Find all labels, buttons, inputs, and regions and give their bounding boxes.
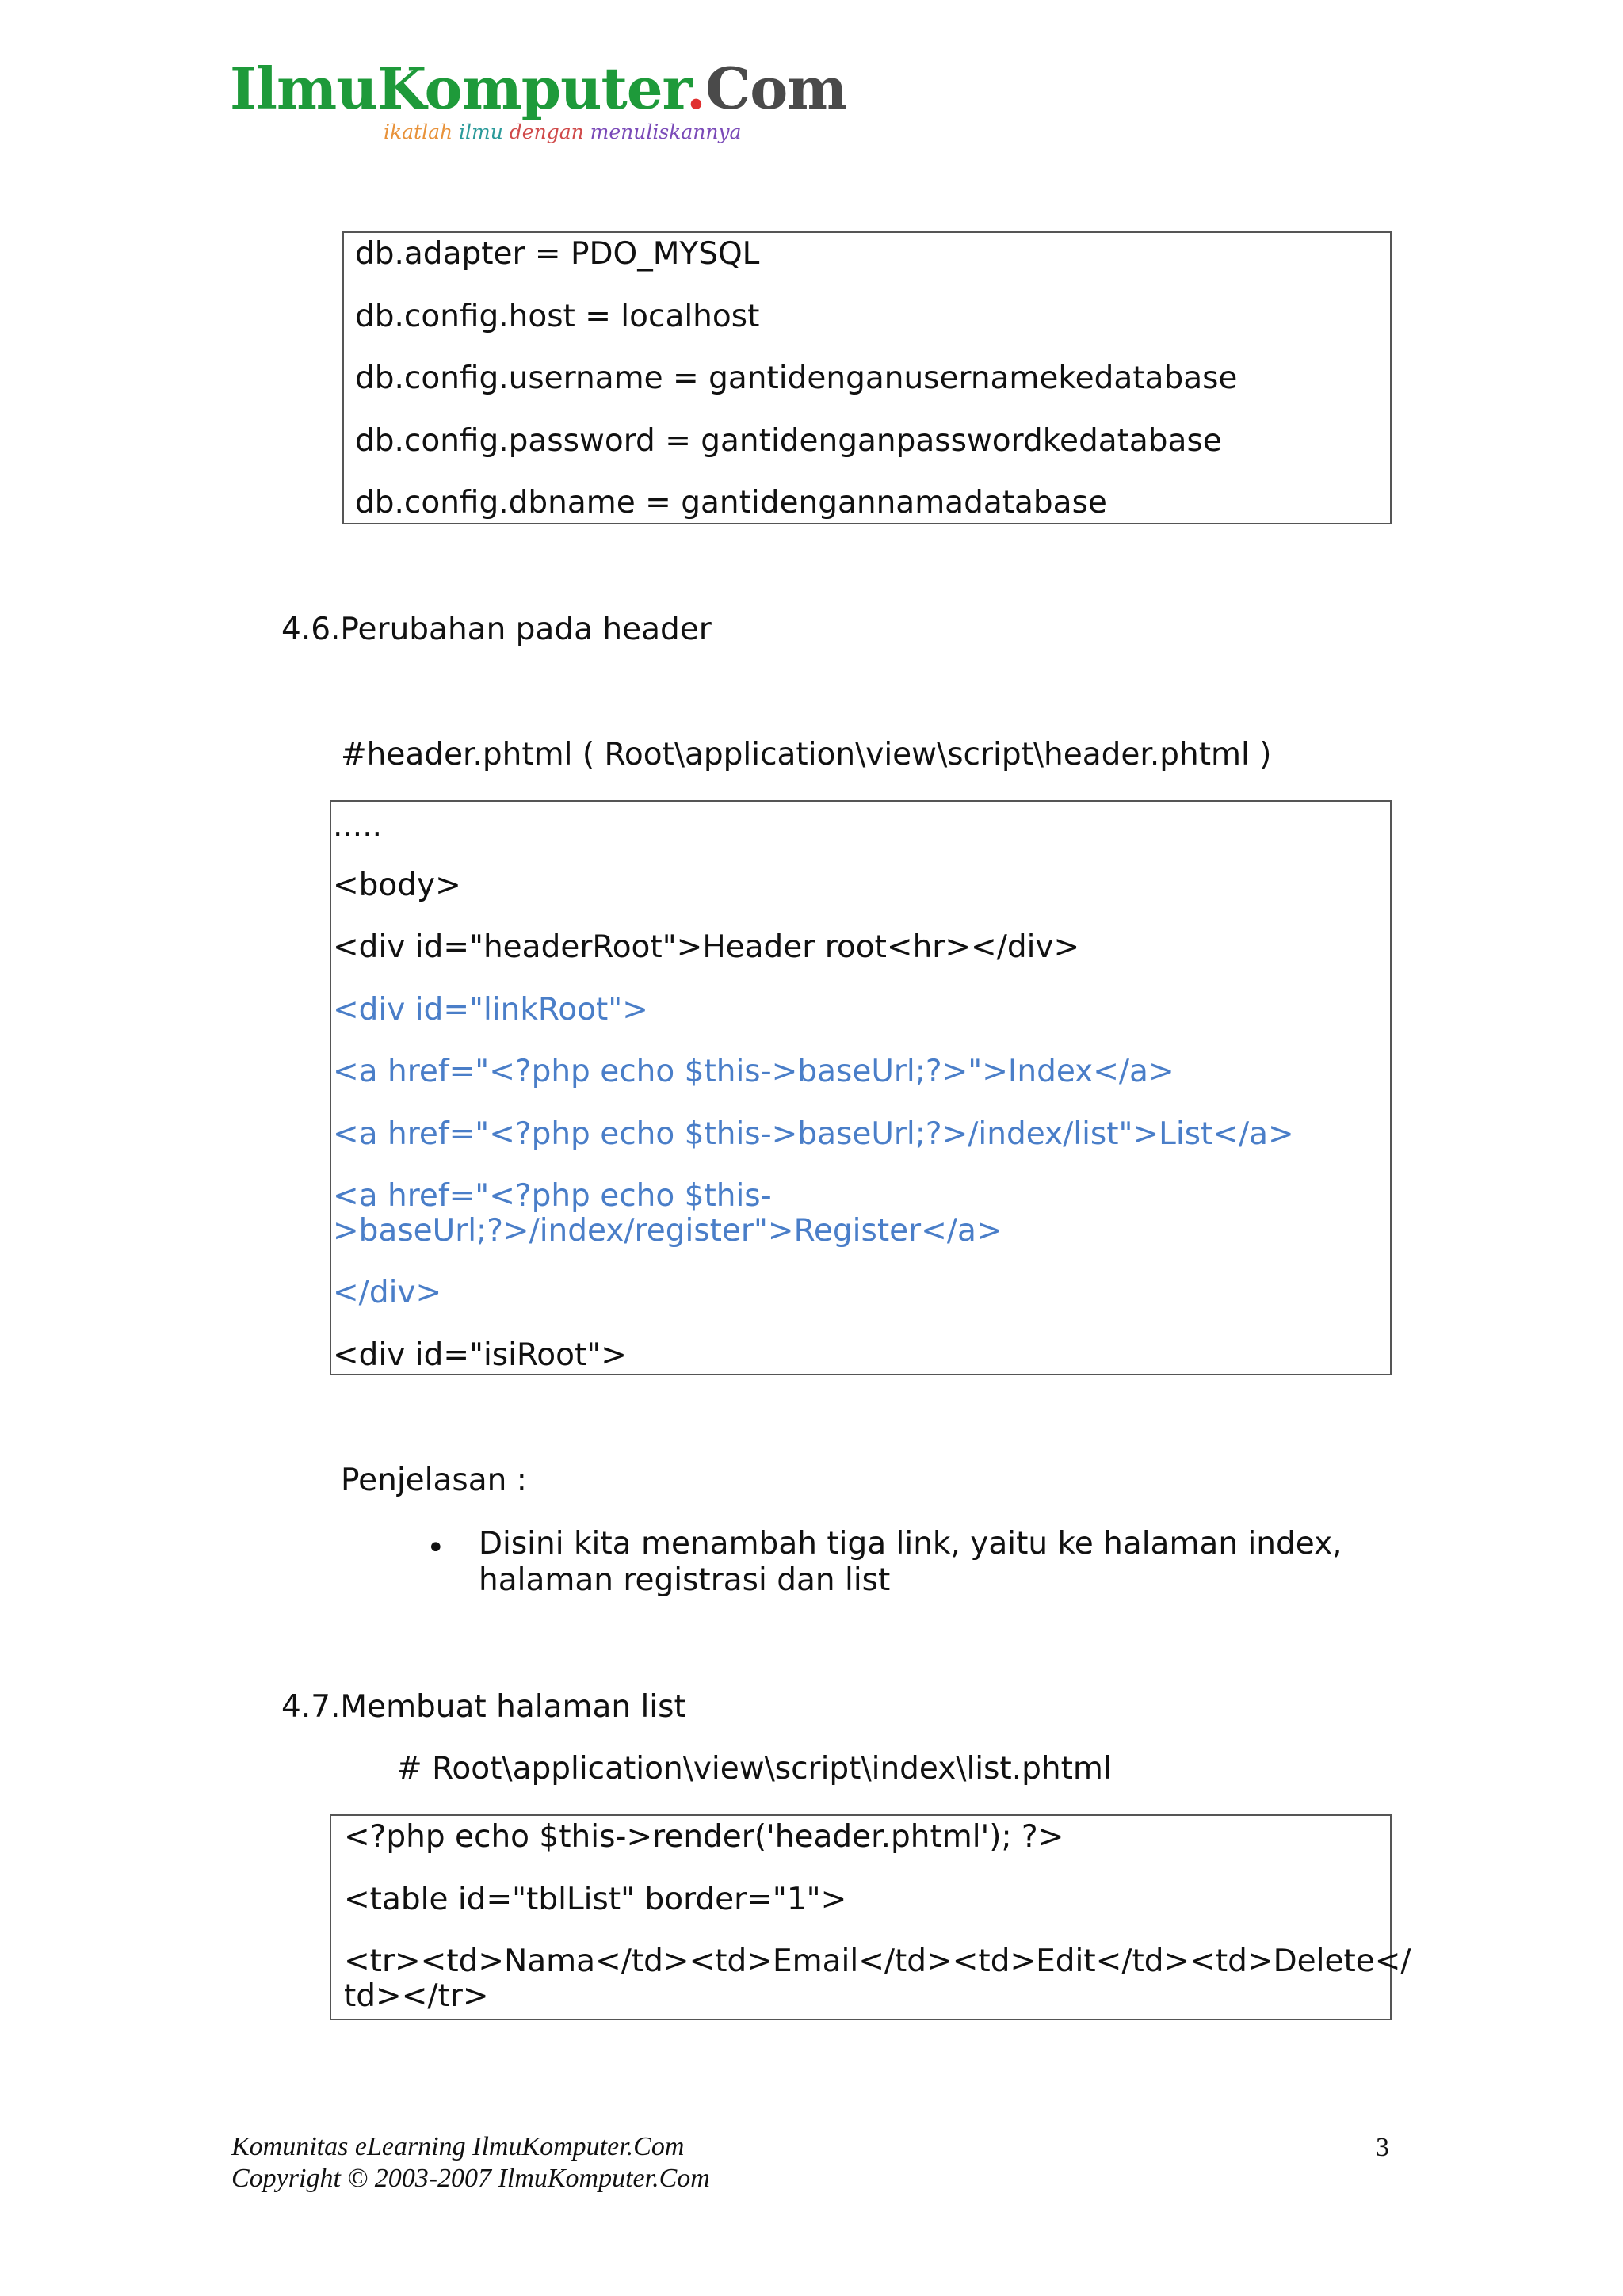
code-line-highlighted: </div>	[333, 1275, 442, 1310]
list-code-box	[330, 1814, 1411, 2020]
explanation-label: Penjelasan :	[341, 1463, 527, 1498]
logo-text-com: Com	[705, 55, 847, 122]
code-line: <?php echo $this->render('header.phtml'); ?>	[344, 1819, 1064, 1855]
code-line-highlighted: <div id="linkRoot">	[333, 992, 648, 1028]
file-path-label: # Root\application\view\script\index\list.phtml	[396, 1751, 1112, 1787]
bullet-text: Disini kita menambah tiga link, yaitu ke halaman index,	[479, 1526, 1342, 1562]
logo-tagline: ikatlah ilmu dengan menuliskannya	[384, 120, 742, 143]
bullet-text: halaman registrasi dan list	[479, 1562, 891, 1598]
code-line: <table id="tblList" border="1">	[344, 1882, 847, 1917]
logo-text-main: IlmuKomputer	[230, 55, 686, 122]
config-code-box	[342, 231, 1392, 524]
header-code-box	[330, 800, 1392, 1375]
code-line: db.config.username = gantidenganusernamekedatabase	[355, 360, 1238, 396]
section-heading: 4.7.Membuat halaman list	[281, 1689, 686, 1725]
site-logo	[230, 55, 847, 122]
code-line: <div id="headerRoot">Header root<hr></div>	[333, 929, 1080, 965]
file-path-label: #header.phtml ( Root\application\view\script\header.phtml )	[341, 737, 1272, 772]
code-line: db.config.dbname = gantidengannamadatabase	[355, 485, 1107, 521]
bullet-icon: •	[426, 1530, 445, 1566]
footer-copyright: Copyright © 2003-2007 IlmuKomputer.Com	[231, 2164, 710, 2193]
code-line: <div id="isiRoot">	[333, 1337, 627, 1373]
code-line: db.adapter = PDO_MYSQL	[355, 236, 760, 272]
code-line: td></tr>	[344, 1978, 489, 2014]
code-line: <tr><td>Nama</td><td>Email</td><td>Edit</td><td>Delete</	[344, 1943, 1411, 1979]
logo-text-dot: .	[685, 55, 705, 122]
code-line: <body>	[333, 868, 461, 903]
code-line: .....	[333, 808, 382, 844]
code-line-highlighted: >baseUrl;?>/index/register">Register</a>	[333, 1213, 1002, 1249]
code-line-highlighted: <a href="<?php echo $this->baseUrl;?>/index/list">List</a>	[333, 1116, 1294, 1152]
section-heading: 4.6.Perubahan pada header	[281, 612, 712, 647]
code-line: db.config.host = localhost	[355, 299, 760, 334]
code-line: db.config.password = gantidenganpasswordkedatabase	[355, 423, 1222, 459]
code-line-highlighted: <a href="<?php echo $this->baseUrl;?>">Index</a>	[333, 1054, 1174, 1089]
page-number: 3	[1376, 2133, 1389, 2162]
footer-community: Komunitas eLearning IlmuKomputer.Com	[231, 2132, 685, 2161]
code-line-highlighted: <a href="<?php echo $this-	[333, 1178, 772, 1214]
